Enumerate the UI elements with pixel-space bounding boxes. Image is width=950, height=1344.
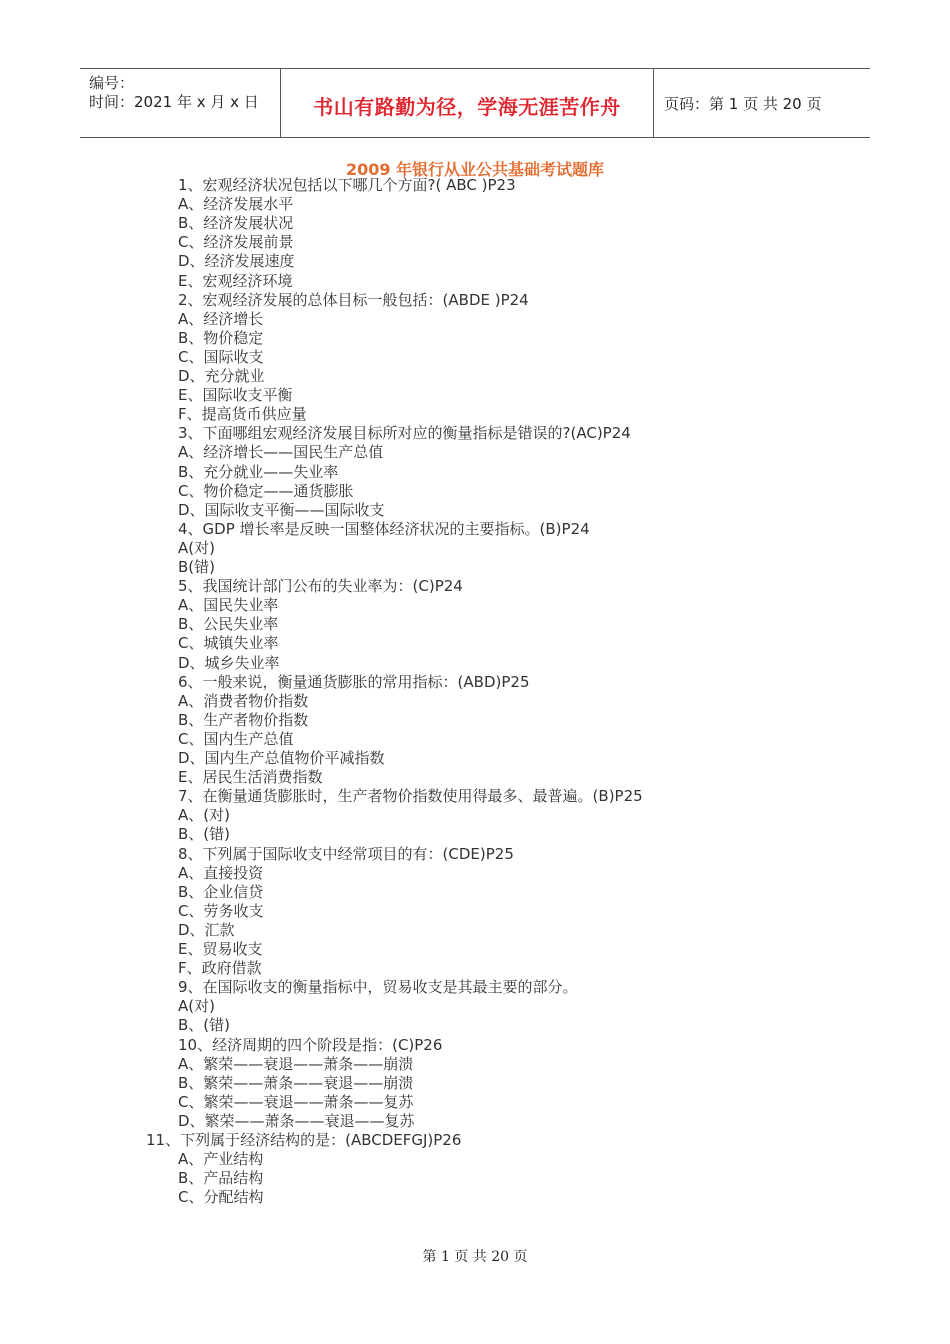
header-motto: 书山有路勤为径，学海无涯苦作舟 [313,95,621,119]
option-line: B、企业信贷 [178,882,264,901]
question-line: 7、在衡量通货膨胀时，生产者物价指数使用得最多、最普遍。(B)P25 [178,787,643,806]
option-line: C、繁荣——衰退——萧条——复苏 [178,1092,414,1111]
option-line: B、(错) [178,825,230,844]
option-line: D、国内生产总值物价平减指数 [178,749,385,767]
option-line: B、公民失业率 [178,615,279,634]
question-line: 6、一般来说，衡量通货膨胀的常用指标：(ABD)P25 [178,672,530,691]
option-line: D、经济发展速度 [178,252,295,271]
option-line: A、直接投资 [178,863,264,882]
document-title: 2009 年银行从业公共基础考试题库 [345,160,605,179]
option-line: D、国际收支平衡——国际收支 [178,500,385,519]
option-line: A、繁荣——衰退——萧条——崩溃 [178,1054,414,1073]
option-line: D、城乡失业率 [178,653,280,672]
document-number-label: 编号： [89,74,135,92]
option-line: F、提高货币供应量 [178,405,307,424]
question-line: 10、经济周期的四个阶段是指：(C)P26 [178,1035,443,1054]
option-line: C、劳务收支 [178,901,264,920]
option-line: E、国际收支平衡 [178,386,293,405]
option-line: F、政府借款 [178,959,262,978]
page-footer: 第 1 页 共 20 页 [422,1249,528,1265]
question-line: 3、下面哪组宏观经济发展目标所对应的衡量指标是错误的?(AC)P24 [178,424,631,443]
question-line: 11、下列属于经济结构的是：(ABCDEFGJ)P26 [146,1131,462,1149]
option-line: C、经济发展前景 [178,233,294,252]
option-line: C、国际收支 [178,347,264,366]
option-line: A、经济增长 [178,309,264,328]
question-line: 2、宏观经济发展的总体目标一般包括：(ABDE )P24 [178,290,529,309]
option-line: C、国内生产总值 [178,729,294,748]
option-line: A、国民失业率 [178,596,279,615]
option-line: A、产业结构 [178,1150,264,1169]
option-line: B、生产者物价指数 [178,710,309,729]
option-line: B、繁荣——萧条——衰退——崩溃 [178,1073,414,1092]
header-page-info: 页码：第 1 页 共 20 页 [664,95,822,113]
question-line: 9、在国际收支的衡量指标中，贸易收支是其最主要的部分。 [178,978,578,997]
option-line: E、宏观经济环境 [178,271,293,290]
header-motto-cell [281,69,654,137]
page-header [80,68,870,138]
option-line: B、经济发展状况 [178,214,294,233]
option-line: B、产品结构 [178,1169,264,1188]
option-line: B(错) [178,558,215,576]
option-line: D、充分就业 [178,367,265,385]
option-line: A、经济发展水平 [178,195,294,214]
option-line: B、(错) [178,1016,230,1035]
option-line: C、分配结构 [178,1188,264,1207]
document-time-label: 时间：2021 年 x 月 x 日 [89,93,259,111]
question-line: 8、下列属于国际收支中经常项目的有：(CDE)P25 [178,844,514,863]
option-line: A、经济增长——国民生产总值 [178,443,384,462]
option-line: B、充分就业——失业率 [178,462,339,481]
option-line: A(对) [178,997,215,1016]
option-line: E、贸易收支 [178,940,263,958]
question-line: 1、宏观经济状况包括以下哪几个方面?( ABC )P23 [178,176,516,194]
question-line: 5、我国统计部门公布的失业率为：(C)P24 [178,577,463,596]
option-line: D、繁荣——萧条——衰退——复苏 [178,1111,415,1130]
option-line: A(对) [178,538,215,557]
option-line: B、物价稳定 [178,328,264,347]
option-line: C、城镇失业率 [178,634,279,653]
header-page-cell [654,69,870,137]
option-line: E、居民生活消费指数 [178,768,323,787]
option-line: A、消费者物价指数 [178,691,309,710]
header-meta-cell [80,69,281,137]
question-line: 4、GDP 增长率是反映一国整体经济状况的主要指标。(B)P24 [178,519,590,538]
option-line: C、物价稳定——通货膨胀 [178,481,354,500]
option-line: A、(对) [178,806,230,825]
option-line: D、汇款 [178,920,235,939]
